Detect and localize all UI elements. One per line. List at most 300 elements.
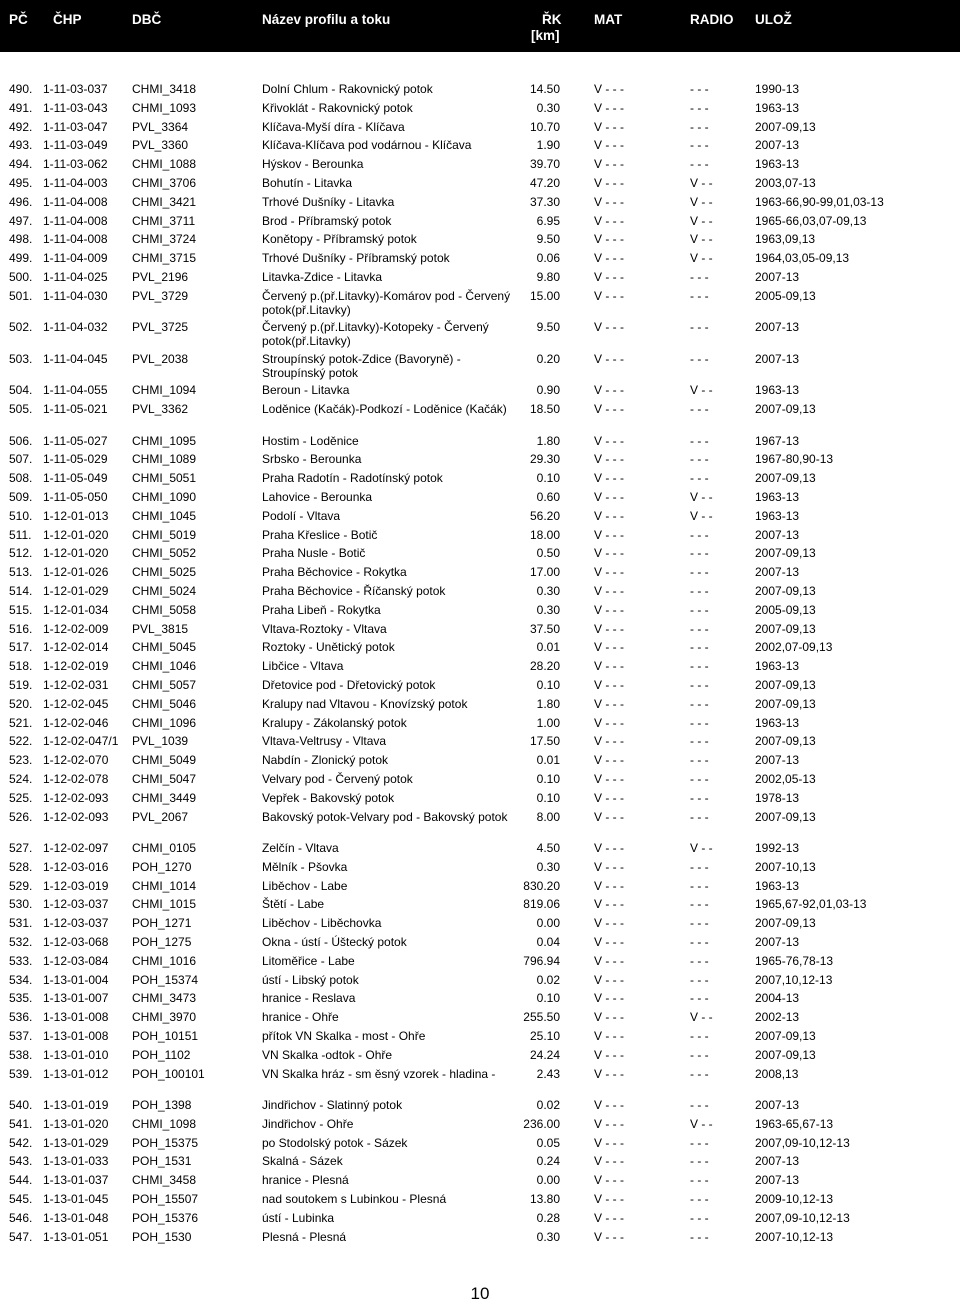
row-mat: V - - - [594, 1116, 624, 1131]
row-dbc: CHMI_5049 [132, 753, 197, 768]
row-dbc: CHMI_1089 [132, 452, 197, 467]
row-dbc: CHMI_3715 [132, 251, 197, 266]
row-radio: - - - [690, 471, 709, 486]
row-uloz: 1965-76,78-13 [755, 953, 834, 968]
row-profile-name: Praha Radotín - Radotínský potok [262, 471, 443, 486]
row-uloz: 1978-13 [755, 790, 800, 805]
row-profile-name: ústí - Lubinka [262, 1210, 335, 1225]
row-mat: V - - - [594, 351, 624, 366]
table-row [0, 935, 960, 954]
row-mat: V - - - [594, 527, 624, 542]
row-radio: V - - [690, 1116, 713, 1131]
row-chp: 1-13-01-045 [43, 1192, 109, 1207]
row-rk: 0.20 [536, 351, 560, 366]
row-mat: V - - - [594, 602, 624, 617]
row-uloz: 1967-13 [755, 433, 800, 448]
table-row [0, 471, 960, 490]
row-profile-name: Mělník - Pšovka [262, 859, 348, 874]
row-profile-name: Stroupínský potok-Zdice (Bavoryně) - Stroupínský potok [262, 351, 461, 380]
row-dbc: PVL_3729 [132, 288, 189, 303]
row-profile-name: Trhové Dušníky - Litavka [262, 194, 395, 209]
row-rk: 830.20 [523, 878, 560, 893]
table-row [0, 270, 960, 289]
row-rk: 1.80 [536, 433, 560, 448]
row-mat: V - - - [594, 269, 624, 284]
row-uloz: 1967-80,90-13 [755, 452, 834, 467]
row-radio: - - - [690, 734, 709, 749]
row-dbc: PVL_3815 [132, 621, 189, 636]
row-number: 502. [9, 320, 33, 335]
row-rk: 0.30 [536, 859, 560, 874]
row-uloz: 2007-10,13 [755, 859, 816, 874]
row-dbc: CHMI_5047 [132, 771, 197, 786]
table-row [0, 452, 960, 471]
row-uloz: 1963-13 [755, 659, 800, 674]
row-profile-name: hranice - Plesná [262, 1173, 349, 1188]
row-chp: 1-12-02-047/1 [43, 734, 119, 749]
row-radio: - - - [690, 157, 709, 172]
row-mat: V - - - [594, 1135, 624, 1150]
row-profile-name: hranice - Reslava [262, 991, 356, 1006]
row-number: 493. [9, 138, 33, 153]
row-profile-name: Hýskov - Berounka [262, 157, 364, 172]
row-radio: - - - [690, 269, 709, 284]
row-chp: 1-11-05-050 [43, 489, 108, 504]
row-profile-name: Praha Běchovice - Říčanský potok [262, 583, 446, 598]
row-number: 490. [9, 82, 33, 96]
table-row [0, 753, 960, 772]
header-name: Název profilu a toku [262, 12, 391, 27]
row-rk: 9.50 [536, 320, 560, 335]
row-radio: V - - [690, 489, 713, 504]
header-dbc: DBČ [132, 12, 162, 27]
row-number: 517. [9, 640, 33, 655]
row-chp: 1-11-04-008 [43, 194, 108, 209]
row-mat: V - - - [594, 878, 624, 893]
row-dbc: POH_1271 [132, 916, 192, 931]
row-radio: - - - [690, 1229, 709, 1244]
row-uloz: 1965-66,03,07-09,13 [755, 213, 867, 228]
row-uloz: 2007-13 [755, 269, 800, 284]
row-chp: 1-12-03-016 [43, 859, 109, 874]
row-uloz: 2007-13 [755, 138, 800, 153]
table-row [0, 528, 960, 547]
row-radio: V - - [690, 508, 713, 523]
row-radio: - - - [690, 916, 709, 931]
header-chp: ČHP [53, 12, 82, 27]
row-radio: - - - [690, 677, 709, 692]
row-profile-name: Srbsko - Berounka [262, 452, 362, 467]
row-number: 535. [9, 991, 33, 1006]
row-radio: - - - [690, 878, 709, 893]
row-rk: 4.50 [536, 841, 560, 855]
row-radio: - - - [690, 934, 709, 949]
row-number: 503. [9, 351, 33, 366]
row-uloz: 2007-09,13 [755, 621, 816, 636]
row-chp: 1-13-01-048 [43, 1210, 109, 1225]
row-mat: V - - - [594, 621, 624, 636]
row-profile-name: Jindřichov - Ohře [262, 1116, 354, 1131]
row-chp: 1-12-02-009 [43, 621, 109, 636]
row-radio: - - - [690, 659, 709, 674]
row-chp: 1-11-04-032 [43, 320, 108, 335]
row-dbc: PVL_3364 [132, 119, 189, 134]
row-chp: 1-11-03-043 [43, 100, 108, 115]
row-uloz: 1964,03,05-09,13 [755, 251, 850, 266]
row-dbc: CHMI_1016 [132, 953, 197, 968]
row-chp: 1-12-02-031 [43, 677, 109, 692]
row-mat: V - - - [594, 771, 624, 786]
row-chp: 1-11-04-025 [43, 269, 108, 284]
row-dbc: CHMI_1015 [132, 897, 197, 912]
data-table-body [0, 82, 960, 1248]
row-chp: 1-11-05-029 [43, 452, 108, 467]
table-row [0, 678, 960, 697]
row-uloz: 1990-13 [755, 82, 800, 96]
row-profile-name: Lahovice - Berounka [262, 489, 373, 504]
row-profile-name: Klíčava-Klíčava pod vodárnou - Klíčava [262, 138, 472, 153]
row-profile-name: Dolní Chlum - Rakovnický potok [262, 82, 433, 96]
row-mat: V - - - [594, 119, 624, 134]
row-number: 499. [9, 251, 33, 266]
row-dbc: CHMI_1046 [132, 659, 197, 674]
row-mat: V - - - [594, 1010, 624, 1025]
row-mat: V - - - [594, 640, 624, 655]
row-number: 494. [9, 157, 33, 172]
row-chp: 1-11-03-049 [43, 138, 108, 153]
row-rk: 796.94 [523, 953, 560, 968]
table-row [0, 232, 960, 251]
row-rk: 39.70 [529, 157, 560, 172]
row-uloz: 1963-13 [755, 878, 800, 893]
row-radio: - - - [690, 402, 709, 417]
row-profile-name: Brod - Příbramský potok [262, 213, 392, 228]
row-rk: 0.30 [536, 583, 560, 598]
row-rk: 0.01 [536, 640, 560, 655]
table-row [0, 1048, 960, 1067]
row-profile-name: Zelčín - Vltava [262, 841, 339, 855]
row-chp: 1-11-04-003 [43, 175, 108, 190]
row-profile-name: Liběchov - Liběchovka [262, 916, 382, 931]
row-dbc: PVL_2196 [132, 269, 189, 284]
row-mat: V - - - [594, 320, 624, 335]
row-chp: 1-11-05-049 [43, 471, 108, 486]
row-radio: - - - [690, 119, 709, 134]
row-number: 512. [9, 546, 33, 561]
table-row [0, 120, 960, 139]
row-number: 511. [9, 527, 32, 542]
row-dbc: POH_1102 [132, 1047, 191, 1062]
row-rk: 25.10 [529, 1028, 560, 1043]
row-uloz: 2007-09,13 [755, 809, 816, 824]
row-chp: 1-13-01-004 [43, 972, 109, 987]
row-chp: 1-13-01-020 [43, 1116, 109, 1131]
row-radio: - - - [690, 640, 709, 655]
row-dbc: POH_100101 [132, 1066, 205, 1081]
row-chp: 1-13-01-037 [43, 1173, 109, 1188]
row-radio: - - - [690, 715, 709, 730]
row-uloz: 1963-65,67-13 [755, 1116, 834, 1131]
row-dbc: POH_15376 [132, 1210, 199, 1225]
table-row [0, 383, 960, 402]
row-uloz: 2007-09,13 [755, 471, 816, 486]
row-radio: - - - [690, 351, 709, 366]
row-rk: 18.50 [529, 402, 560, 417]
row-mat: V - - - [594, 1192, 624, 1207]
row-rk: 0.10 [536, 677, 560, 692]
row-uloz: 2002-13 [755, 1010, 800, 1025]
row-dbc: CHMI_1088 [132, 157, 197, 172]
row-profile-name: hranice - Ohře [262, 1010, 339, 1025]
row-radio: - - - [690, 790, 709, 805]
row-mat: V - - - [594, 715, 624, 730]
row-profile-name: Praha Běchovice - Rokytka [262, 565, 407, 580]
table-row [0, 1098, 960, 1117]
row-number: 500. [9, 269, 33, 284]
row-number: 542. [9, 1135, 33, 1150]
row-rk: 0.10 [536, 771, 560, 786]
row-mat: V - - - [594, 991, 624, 1006]
row-uloz: 2007-09,13 [755, 583, 816, 598]
row-rk: 0.05 [536, 1135, 560, 1150]
row-uloz: 2007,09-10,12-13 [755, 1135, 850, 1150]
row-rk: 17.50 [529, 734, 560, 749]
row-dbc: POH_15375 [132, 1135, 199, 1150]
header-rk-unit: [km] [531, 28, 560, 43]
row-rk: 10.70 [529, 119, 560, 134]
row-dbc: POH_10151 [132, 1028, 199, 1043]
row-radio: - - - [690, 1098, 709, 1113]
table-row [0, 810, 960, 842]
row-uloz: 2007-13 [755, 934, 800, 949]
row-profile-name: Okna - ústí - Úštecký potok [262, 934, 407, 949]
row-dbc: CHMI_5025 [132, 565, 197, 580]
row-uloz: 2007-13 [755, 565, 800, 580]
row-dbc: PVL_3362 [132, 402, 189, 417]
row-dbc: PVL_2038 [132, 351, 189, 366]
row-number: 498. [9, 232, 33, 247]
header-uloz: ULOŽ [755, 12, 792, 27]
row-mat: V - - - [594, 471, 624, 486]
row-number: 540. [9, 1098, 33, 1113]
row-dbc: CHMI_5052 [132, 546, 197, 561]
row-radio: - - - [690, 771, 709, 786]
table-row [0, 195, 960, 214]
header-rk: ŘK [542, 12, 562, 27]
row-rk: 0.00 [536, 916, 560, 931]
table-row [0, 584, 960, 603]
row-number: 529. [9, 878, 33, 893]
table-row [0, 897, 960, 916]
row-radio: - - - [690, 100, 709, 115]
row-radio: V - - [690, 213, 713, 228]
row-radio: - - - [690, 527, 709, 542]
row-uloz: 2008,13 [755, 1066, 799, 1081]
row-dbc: CHMI_5057 [132, 677, 197, 692]
row-profile-name: Plesná - Plesná [262, 1229, 347, 1244]
row-uloz: 2007-13 [755, 1154, 800, 1169]
table-row [0, 1136, 960, 1155]
row-radio: V - - [690, 232, 713, 247]
row-number: 507. [9, 452, 33, 467]
row-mat: V - - - [594, 508, 624, 523]
table-row [0, 697, 960, 716]
row-uloz: 2007-09,13 [755, 696, 816, 711]
page-number: 10 [470, 1284, 490, 1303]
row-chp: 1-13-01-008 [43, 1010, 109, 1025]
table-row [0, 603, 960, 622]
table-row [0, 1067, 960, 1099]
row-profile-name: Štětí - Labe [262, 897, 325, 912]
row-mat: V - - - [594, 859, 624, 874]
row-profile-name: Liběchov - Labe [262, 878, 348, 893]
row-dbc: POH_1275 [132, 934, 192, 949]
row-mat: V - - - [594, 100, 624, 115]
row-mat: V - - - [594, 790, 624, 805]
row-uloz: 2002,07-09,13 [755, 640, 833, 655]
row-profile-name: Nabdín - Zlonický potok [262, 753, 389, 768]
row-profile-name: ústí - Libský potok [262, 972, 359, 987]
row-uloz: 2004-13 [755, 991, 800, 1006]
row-number: 510. [9, 508, 33, 523]
row-profile-name: Trhové Dušníky - Příbramský potok [262, 251, 450, 266]
row-mat: V - - - [594, 696, 624, 711]
table-row [0, 251, 960, 270]
row-mat: V - - - [594, 934, 624, 949]
row-rk: 0.50 [536, 546, 560, 561]
table-row [0, 509, 960, 528]
row-rk: 0.30 [536, 1229, 560, 1244]
row-dbc: CHMI_5045 [132, 640, 197, 655]
row-profile-name: Praha Křeslice - Botič [262, 527, 378, 542]
row-radio: - - - [690, 1028, 709, 1043]
row-rk: 236.00 [523, 1116, 560, 1131]
row-number: 544. [9, 1173, 33, 1188]
row-radio: - - - [690, 452, 709, 467]
row-rk: 2.43 [536, 1066, 560, 1081]
table-row [0, 791, 960, 810]
table-row [0, 1117, 960, 1136]
row-profile-name: Libčice - Vltava [262, 659, 344, 674]
row-rk: 28.20 [529, 659, 560, 674]
row-profile-name: Roztoky - Unětický potok [262, 640, 395, 655]
row-uloz: 2007-13 [755, 351, 800, 366]
row-number: 491. [9, 100, 33, 115]
row-chp: 1-11-05-027 [43, 433, 108, 448]
row-radio: V - - [690, 175, 713, 190]
row-profile-name: Praha Libeň - Rokytka [262, 602, 381, 617]
row-dbc: CHMI_1014 [132, 878, 197, 893]
row-profile-name: Podolí - Vltava [262, 508, 341, 523]
row-profile-name: Hostim - Loděnice [262, 433, 359, 448]
row-mat: V - - - [594, 809, 624, 824]
row-dbc: CHMI_3449 [132, 790, 197, 805]
table-row [0, 659, 960, 678]
row-rk: 9.80 [536, 269, 560, 284]
row-profile-name: Bakovský potok-Velvary pod - Bakovský potok [262, 809, 508, 824]
row-rk: 17.00 [529, 565, 560, 580]
row-dbc: PVL_3360 [132, 138, 189, 153]
row-profile-name: Dřetovice pod - Dřetovický potok [262, 677, 436, 692]
row-chp: 1-12-02-019 [43, 659, 109, 674]
row-radio: - - - [690, 82, 709, 96]
row-rk: 0.30 [536, 602, 560, 617]
row-uloz: 2007-09,13 [755, 916, 816, 931]
row-chp: 1-12-02-093 [43, 809, 109, 824]
row-number: 528. [9, 859, 33, 874]
row-profile-name: Vltava-Veltrusy - Vltava [262, 734, 387, 749]
header-mat: MAT [594, 12, 623, 27]
row-rk: 0.28 [536, 1210, 560, 1225]
row-radio: - - - [690, 546, 709, 561]
row-chp: 1-13-01-051 [43, 1229, 109, 1244]
row-dbc: CHMI_3724 [132, 232, 197, 247]
row-chp: 1-12-03-068 [43, 934, 109, 949]
row-profile-name: Litoměřice - Labe [262, 953, 355, 968]
row-profile-name: Loděnice (Kačák)-Podkozí - Loděnice (Kačák) [262, 402, 507, 417]
row-number: 536. [9, 1010, 33, 1025]
row-chp: 1-13-01-007 [43, 991, 109, 1006]
row-mat: V - - - [594, 972, 624, 987]
row-number: 505. [9, 402, 33, 417]
row-uloz: 2007-09,13 [755, 402, 816, 417]
row-dbc: POH_1530 [132, 1229, 192, 1244]
row-chp: 1-12-01-026 [43, 565, 109, 580]
row-chp: 1-12-02-014 [43, 640, 109, 655]
row-number: 545. [9, 1192, 33, 1207]
row-dbc: POH_15374 [132, 972, 199, 987]
table-row [0, 320, 960, 352]
row-uloz: 2007-13 [755, 320, 800, 335]
row-mat: V - - - [594, 734, 624, 749]
row-chp: 1-12-02-093 [43, 790, 109, 805]
row-chp: 1-11-05-021 [43, 402, 108, 417]
row-rk: 8.00 [536, 809, 560, 824]
row-mat: V - - - [594, 1210, 624, 1225]
row-number: 520. [9, 696, 33, 711]
row-rk: 0.06 [536, 251, 560, 266]
row-dbc: CHMI_3711 [132, 213, 196, 228]
table-row [0, 879, 960, 898]
row-mat: V - - - [594, 897, 624, 912]
row-uloz: 1963-13 [755, 100, 800, 115]
row-number: 518. [9, 659, 33, 674]
table-row [0, 176, 960, 195]
row-mat: V - - - [594, 452, 624, 467]
row-rk: 37.50 [529, 621, 560, 636]
row-mat: V - - - [594, 677, 624, 692]
row-number: 521. [9, 715, 33, 730]
row-chp: 1-11-03-047 [43, 119, 108, 134]
row-dbc: CHMI_1093 [132, 100, 197, 115]
row-number: 541. [9, 1116, 33, 1131]
row-rk: 14.50 [529, 82, 560, 96]
table-row [0, 1192, 960, 1211]
row-number: 530. [9, 897, 33, 912]
row-number: 492. [9, 119, 33, 134]
row-radio: - - - [690, 565, 709, 580]
row-radio: - - - [690, 433, 709, 448]
row-mat: V - - - [594, 175, 624, 190]
row-profile-name: nad soutokem s Lubinkou - Plesná [262, 1192, 447, 1207]
row-chp: 1-13-01-029 [43, 1135, 109, 1150]
table-row [0, 1211, 960, 1230]
row-rk: 0.02 [536, 1098, 560, 1113]
row-rk: 1.90 [536, 138, 560, 153]
row-profile-name: Klíčava-Myší díra - Klíčava [262, 119, 405, 134]
row-number: 525. [9, 790, 33, 805]
row-dbc: POH_1398 [132, 1098, 192, 1113]
